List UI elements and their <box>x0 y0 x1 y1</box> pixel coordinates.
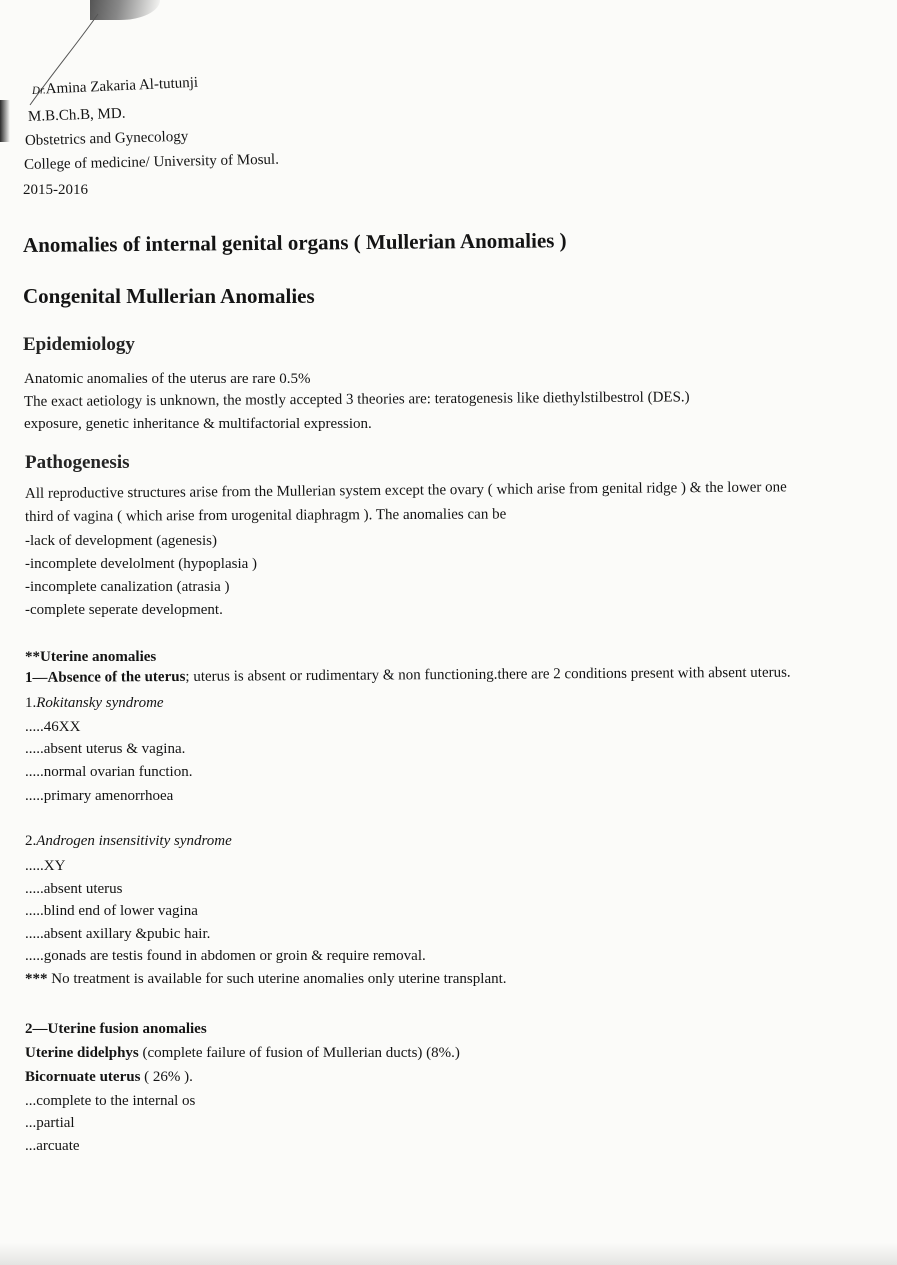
epidemiology-heading: Epidemiology <box>23 334 135 355</box>
note-stars: *** <box>25 971 48 987</box>
page-fold-line <box>0 0 120 120</box>
scan-bottom-edge <box>0 1243 897 1265</box>
didelphys-label: Uterine didelphys <box>25 1045 139 1061</box>
rokitansky-number: 1. <box>25 695 37 711</box>
pathogenesis-line: -incomplete canalization (atrasia ) <box>25 579 230 595</box>
bicornuate-label: Bicornuate uterus <box>25 1069 141 1085</box>
page-subtitle: Congenital Mullerian Anomalies <box>23 284 315 308</box>
author-institution: College of medicine/ University of Mosul. <box>23 151 280 173</box>
epidemiology-line: The exact aetiology is unknown, the mostly accepted 3 theories are: teratogenesis like diethylstilbestrol (DES.) <box>23 389 690 410</box>
fusion-item: ...complete to the internal os <box>25 1093 196 1109</box>
absence-label: 1—Absence of the uterus <box>24 668 186 686</box>
uterine-absence-line <box>25 665 791 687</box>
treatment-note <box>25 971 507 988</box>
uterine-heading: **Uterine anomalies <box>25 649 157 665</box>
androgen-item: .....blind end of lower vagina <box>25 903 198 919</box>
rokitansky-item: .....absent uterus & vagina. <box>25 741 186 757</box>
didelphys-line <box>25 1045 460 1062</box>
author-year: 2015-2016 <box>23 182 88 198</box>
pathogenesis-line: -incomplete develolment (hypoplasia ) <box>25 556 258 572</box>
author-fullname: Amina Zakaria Al-tutunji <box>45 74 199 98</box>
rokitansky-item: .....normal ovarian function. <box>25 764 193 780</box>
pathogenesis-line: -lack of development (agenesis) <box>25 533 218 549</box>
pathogenesis-line: -complete seperate development. <box>25 602 223 618</box>
fusion-heading: 2—Uterine fusion anomalies <box>25 1021 207 1037</box>
bicornuate-line <box>25 1069 193 1086</box>
fusion-item: ...arcuate <box>25 1138 80 1154</box>
pathogenesis-line: third of vagina ( which arise from urogenital diaphragm ). The anomalies can be <box>24 506 507 525</box>
androgen-number: 2. <box>25 833 37 849</box>
page-title: Anomalies of internal genital organs ( Mullerian Anomalies ) <box>22 228 567 257</box>
pathogenesis-line: All reproductive structures arise from the Mullerian system except the ovary ( which arise from genital ridge ) & the lower one <box>24 479 787 502</box>
author-prefix: Dr. <box>31 84 47 97</box>
androgen-item: .....absent uterus <box>25 881 123 897</box>
epidemiology-line: Anatomic anomalies of the uterus are rare 0.5% <box>24 371 311 387</box>
pathogenesis-heading: Pathogenesis <box>25 452 130 473</box>
androgen-name: Androgen insensitivity syndrome <box>36 833 232 849</box>
didelphys-text: (complete failure of fusion of Mullerian ducts) (8%.) <box>138 1045 460 1061</box>
fusion-item: ...partial <box>25 1115 75 1131</box>
rokitansky-item: .....primary amenorrhoea <box>25 788 174 804</box>
epidemiology-line: exposure, genetic inheritance & multifactorial expression. <box>24 416 372 432</box>
note-text: No treatment is available for such uterine anomalies only uterine transplant. <box>47 971 507 987</box>
androgen-item: .....gonads are testis found in abdomen or groin & require removal. <box>25 948 426 964</box>
rokitansky-heading <box>25 695 164 712</box>
author-department: Obstetrics and Gynecology <box>24 128 189 149</box>
bicornuate-text: ( 26% ). <box>140 1069 193 1085</box>
androgen-item: .....XY <box>25 858 66 874</box>
androgen-item: .....absent axillary &pubic hair. <box>25 926 211 942</box>
rokitansky-item: .....46XX <box>25 719 81 735</box>
author-degree: M.B.Ch.B, MD. <box>27 105 126 125</box>
androgen-heading <box>25 833 232 850</box>
rokitansky-name: Rokitansky syndrome <box>36 695 164 711</box>
absence-text: ; uterus is absent or rudimentary & non functioning.there are 2 conditions present with absent uterus. <box>185 664 791 685</box>
